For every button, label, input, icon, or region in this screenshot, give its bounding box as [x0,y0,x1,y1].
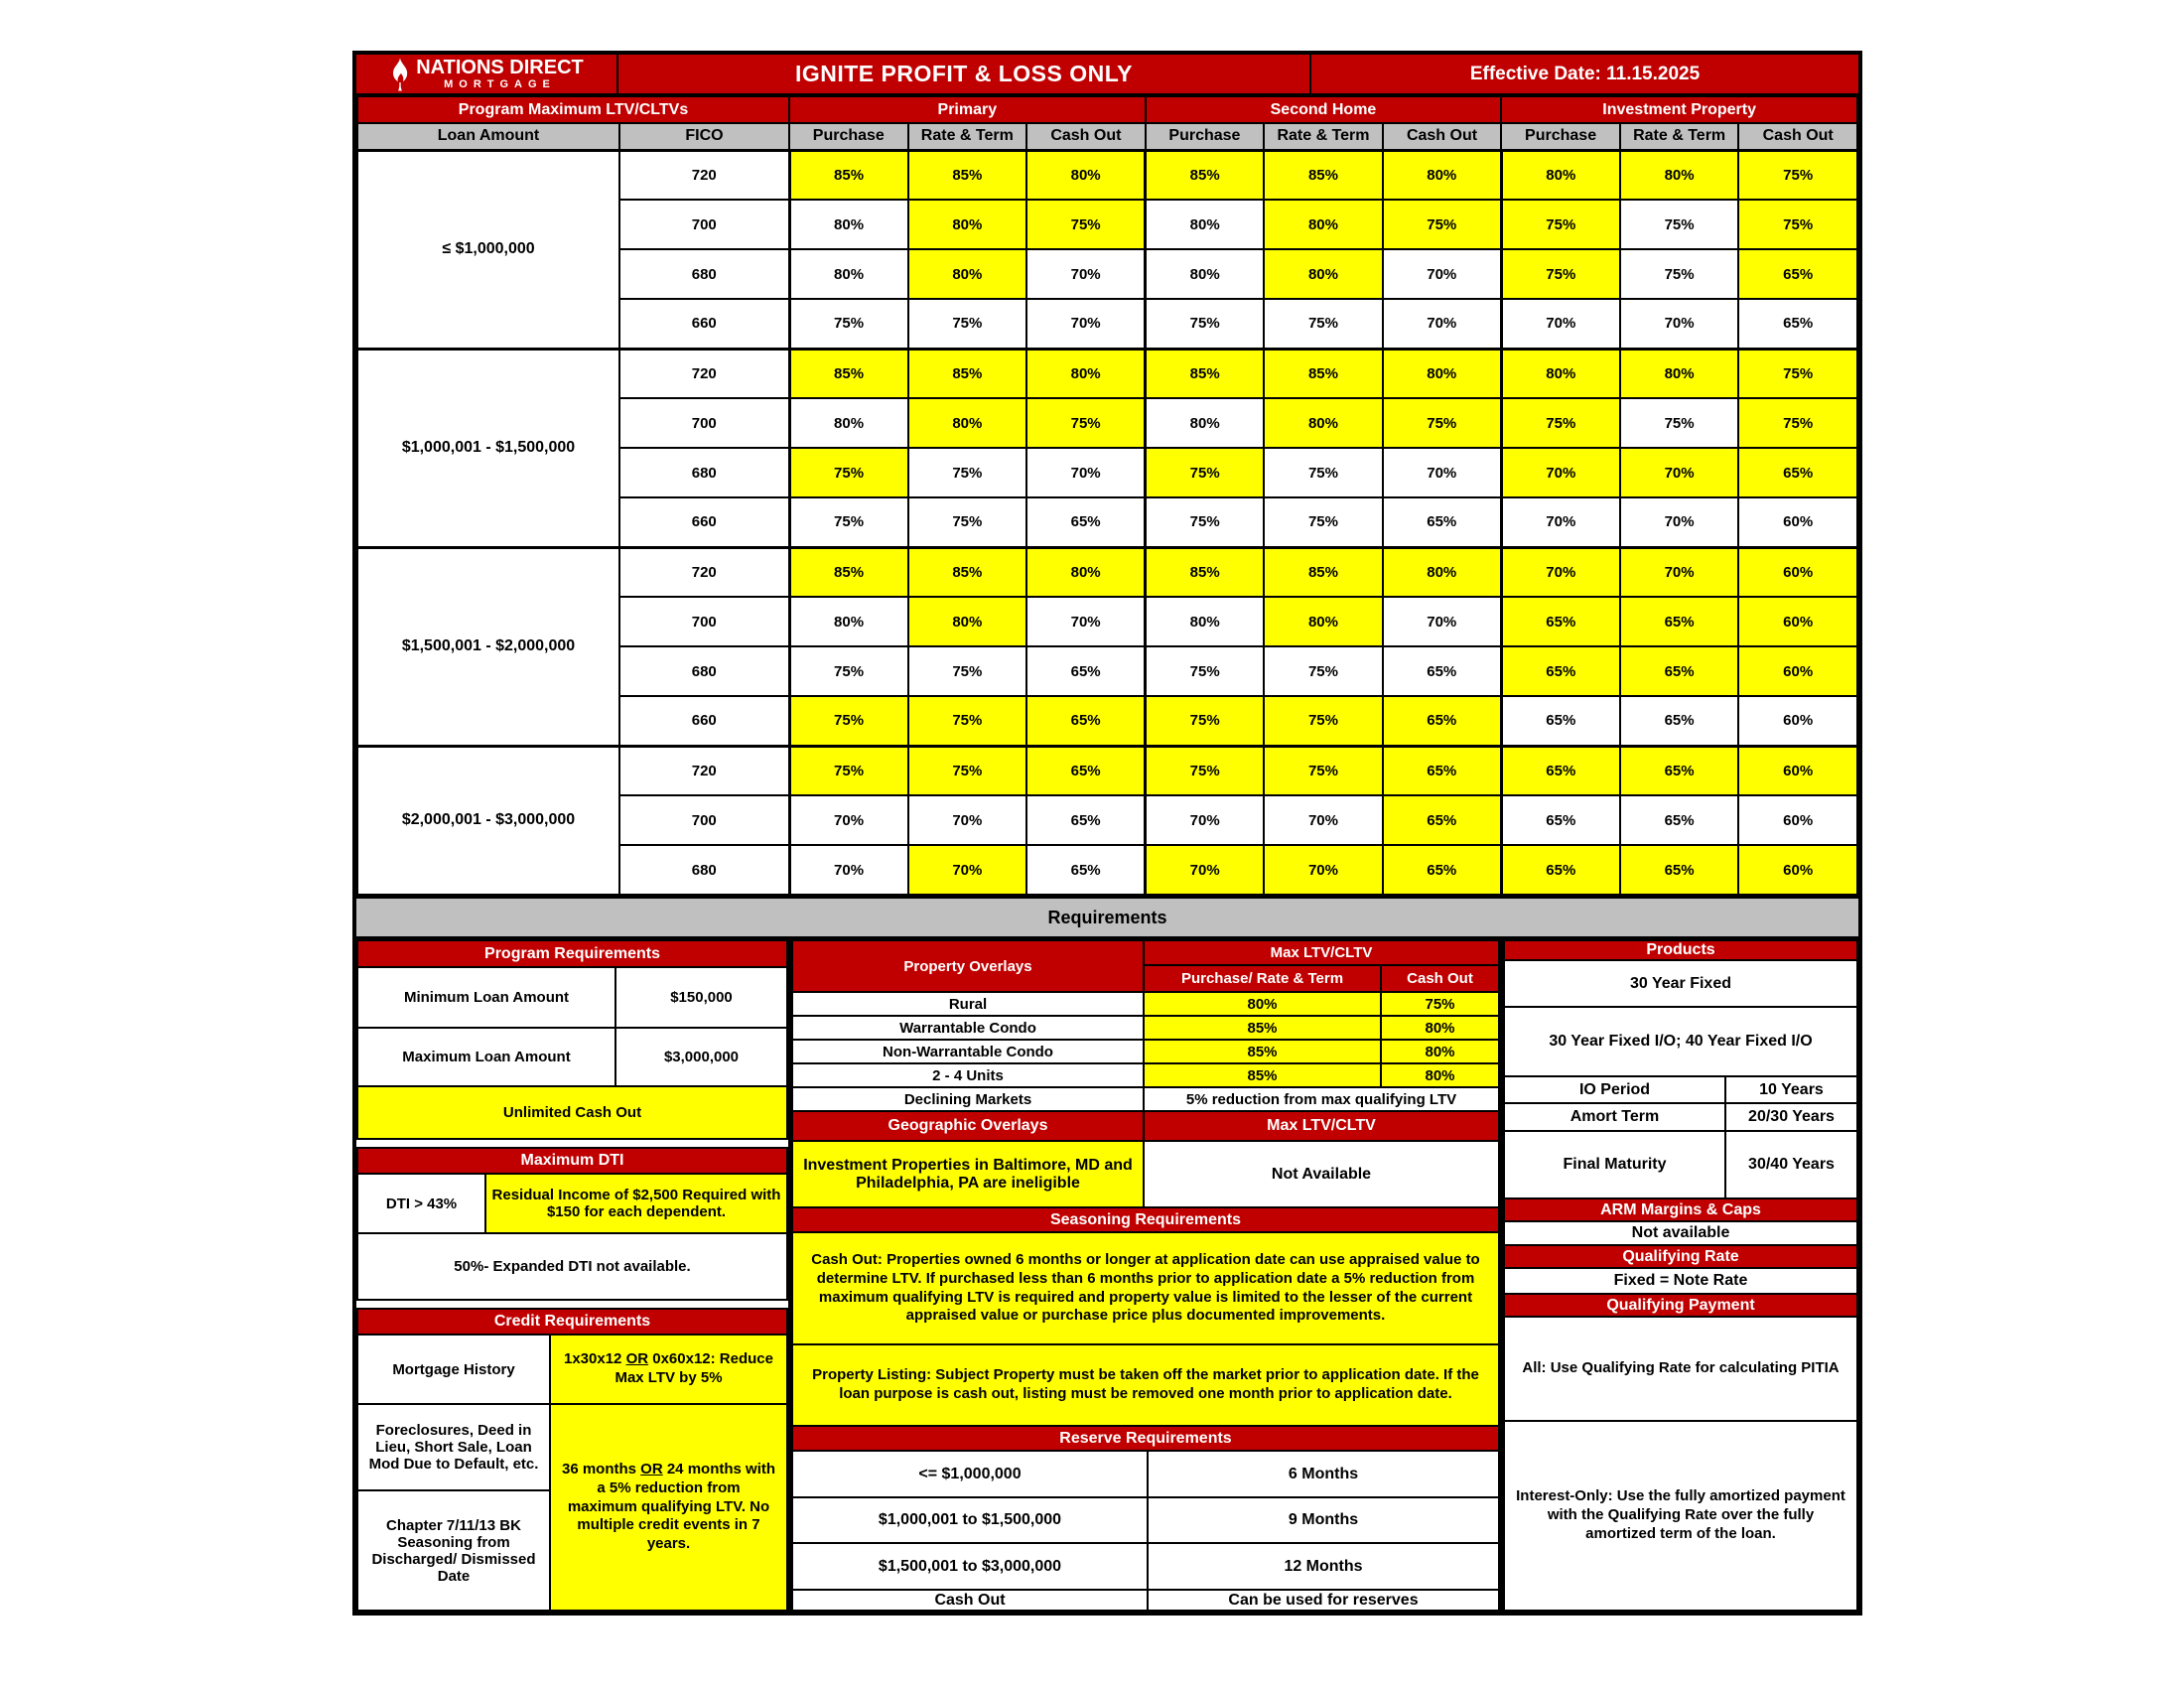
nations-direct-logo [356,55,618,95]
right-requirements-column [1503,939,1858,1612]
ltv-cell: 80% [1146,200,1265,249]
ltv-cell: 75% [908,696,1027,746]
program-requirements-panel [356,939,788,1140]
ltv-cell: 80% [1501,150,1620,200]
fico-cell: 660 [619,696,789,746]
ltv-cell: 70% [1383,448,1502,497]
ltv-cell: 75% [1264,448,1383,497]
ltv-cell: 75% [1620,200,1739,249]
ltv-cell: 75% [1146,746,1265,795]
ltv-cell: 75% [1383,398,1502,448]
products-panel [1503,939,1858,1199]
ltv-cell: 75% [1146,696,1265,746]
reserve-row [791,1591,1500,1612]
property-overlays-panel [791,939,1500,1112]
loan-amount-cell: $1,500,001 - $2,000,000 [357,547,619,746]
ltv-cell: 65% [1026,696,1146,746]
ltv-cell: 85% [789,349,908,398]
col-header-cash-out: Cash Out [1383,123,1502,150]
logo-line1: NATIONS DIRECT [416,57,584,78]
credit-event-seasoning-value: 36 months OR 24 months with a 5% reduction from maximum qualifying LTV. No multiple credit events in 7 years. [551,1405,788,1612]
ltv-cell: 65% [1620,696,1739,746]
ltv-cell: 70% [1026,597,1146,646]
seasoning-requirements-panel [791,1208,1500,1427]
logo-line2: MORTGAGE [444,78,556,90]
ltv-cell: 70% [1026,249,1146,299]
ltv-cell: 65% [1501,746,1620,795]
mortgage-history-label: Mortgage History [356,1336,551,1405]
ltv-cell: 80% [1026,547,1146,597]
overlay-label: 2 - 4 Units [791,1064,1145,1088]
ltv-cell: 70% [789,795,908,845]
mortgage-history-value: 1x30x12 OR 0x60x12: Reduce Max LTV by 5% [551,1336,788,1405]
ltv-cell: 80% [908,249,1027,299]
ltv-cell: 75% [908,448,1027,497]
min-loan-amount-label: Minimum Loan Amount [356,968,616,1029]
ltv-cell: 80% [1383,349,1502,398]
ltv-cell: 75% [1383,200,1502,249]
ltv-cell: 70% [1501,497,1620,547]
ltv-cell: 70% [908,795,1027,845]
min-loan-amount-value: $150,000 [616,968,788,1029]
requirements-section [356,939,1858,1612]
ltv-cell: 65% [1501,597,1620,646]
ltv-cell: 65% [1738,299,1857,349]
reserve-tier-label: $1,000,001 to $1,500,000 [791,1498,1149,1544]
ltv-cell: 65% [1026,845,1146,895]
fico-cell: 700 [619,795,789,845]
overlay-label: Warrantable Condo [791,1017,1145,1041]
geographic-overlays-header: Geographic Overlays [791,1112,1145,1142]
col-header-rate-term: Rate & Term [908,123,1027,150]
ltv-cell: 60% [1738,845,1857,895]
fico-cell: 720 [619,150,789,200]
ltv-cell: 60% [1738,746,1857,795]
ltv-cell: 70% [1620,547,1739,597]
ltv-cell: 65% [1501,795,1620,845]
ltv-cell: 75% [908,746,1027,795]
ltv-cell: 70% [1620,448,1739,497]
overlay-row-rural [791,993,1500,1017]
ltv-cell: 75% [1501,200,1620,249]
overlay-purchase-value: 85% [1145,1041,1382,1064]
ltv-cell: 85% [908,150,1027,200]
ltv-cell: 75% [908,497,1027,547]
ltv-cell: 75% [1026,398,1146,448]
geographic-ineligible-note: Investment Properties in Baltimore, MD and Philadelphia, PA are ineligible [791,1142,1145,1208]
ltv-cell: 75% [1264,646,1383,696]
fico-cell: 680 [619,249,789,299]
ltv-cell: 80% [908,200,1027,249]
foreclosure-label: Foreclosures, Deed in Lieu, Short Sale, Loan Mod Due to Default, etc. [356,1405,551,1491]
ltv-cell: 75% [1501,398,1620,448]
ltv-cell: 70% [789,845,908,895]
ltv-cell: 85% [1264,349,1383,398]
ltv-cell: 80% [1383,150,1502,200]
ltv-cell: 85% [789,150,908,200]
ltv-cell: 75% [1620,249,1739,299]
effective-date: Effective Date: 11.15.2025 [1311,55,1858,95]
io-period-row [1503,1077,1858,1104]
ltv-cell: 70% [1383,299,1502,349]
ltv-cell: 70% [1501,299,1620,349]
ltv-cell: 65% [1620,597,1739,646]
ltv-cell: 65% [1026,646,1146,696]
fico-column-header: FICO [619,123,789,150]
ltv-cell: 60% [1738,497,1857,547]
overlay-purchase-value: 80% [1145,993,1382,1017]
products-header: Products [1503,939,1858,961]
ltv-cell: 75% [1738,349,1857,398]
io-period-label: IO Period [1503,1077,1726,1104]
arm-margins-panel [1503,1199,1858,1246]
ltv-cell: 80% [1620,150,1739,200]
ltv-cell: 65% [1383,795,1502,845]
ltv-cell: 70% [1620,497,1739,547]
reserve-tier-value: 6 Months [1149,1452,1500,1498]
ltv-cell: 80% [1146,249,1265,299]
fico-cell: 700 [619,398,789,448]
reserve-cash-out-label: Cash Out [791,1591,1149,1612]
ltv-cell: 80% [1264,597,1383,646]
fico-cell: 720 [619,547,789,597]
overlay-purchase-value: 85% [1145,1017,1382,1041]
ltv-cell: 60% [1738,696,1857,746]
fico-cell: 660 [619,497,789,547]
unlimited-cash-out-note: Unlimited Cash Out [356,1087,788,1140]
overlay-row-declining-markets [791,1088,1500,1112]
ltv-cell: 70% [1620,299,1739,349]
ltv-cell: 60% [1738,795,1857,845]
ltv-cell: 85% [1264,547,1383,597]
spacer [356,1140,788,1147]
ltv-cell: 65% [1738,448,1857,497]
col-header-purchase: Purchase [1146,123,1265,150]
ltv-cell: 60% [1738,646,1857,696]
ltv-cell: 75% [1620,398,1739,448]
ltv-cell: 70% [1501,547,1620,597]
ltv-cell: 70% [908,845,1027,895]
residual-income-note: Residual Income of $2,500 Required with $150 for each dependent. [486,1175,788,1234]
ltv-cell: 65% [1620,795,1739,845]
ltv-cell: 75% [1146,497,1265,547]
loan-amount-cell: $1,000,001 - $1,500,000 [357,349,619,547]
ltv-cell: 75% [1146,448,1265,497]
seasoning-property-listing-note: Property Listing: Subject Property must be taken off the market prior to application date. If the loan purpose is cash out, listing must be removed one month prior to application date. [791,1345,1500,1427]
ltv-cell: 80% [789,398,908,448]
property-overlays-header: Property Overlays [791,939,1145,993]
overlay-cash-out-value: 80% [1382,1017,1500,1041]
fico-cell: 680 [619,845,789,895]
credit-requirements-header: Credit Requirements [356,1308,788,1336]
final-maturity-value: 30/40 Years [1726,1132,1858,1199]
overlay-cash-out-value: 80% [1382,1041,1500,1064]
ltv-cell: 65% [1738,249,1857,299]
col-header-rate-term: Rate & Term [1620,123,1739,150]
requirements-band: Requirements [356,896,1858,939]
ltv-cell: 75% [908,299,1027,349]
geo-max-ltv-header: Max LTV/CLTV [1145,1112,1500,1142]
reserve-row [791,1452,1500,1498]
flame-icon [389,58,411,91]
ltv-matrix-row [357,547,1857,597]
ltv-matrix-row [357,150,1857,200]
credit-requirements-panel [356,1308,788,1612]
overlay-purchase-value: 85% [1145,1064,1382,1088]
group-header-primary: Primary [789,96,1146,123]
program-requirements-header: Program Requirements [356,939,788,968]
ltv-cell: 75% [789,646,908,696]
reserve-row [791,1498,1500,1544]
seasoning-requirements-header: Seasoning Requirements [791,1208,1500,1233]
declining-markets-value: 5% reduction from max qualifying LTV [1145,1088,1500,1112]
ltv-cell: 75% [1146,646,1265,696]
ltv-cell: 80% [1146,398,1265,448]
ltv-matrix-table [356,95,1858,896]
ltv-cell: 80% [1501,349,1620,398]
expanded-dti-note: 50%- Expanded DTI not available. [356,1234,788,1301]
ltv-cell: 60% [1738,597,1857,646]
reserve-requirements-header: Reserve Requirements [791,1427,1500,1452]
ltv-matrix-row [357,746,1857,795]
reserve-cash-out-value: Can be used for reserves [1149,1591,1500,1612]
product-30-year-fixed: 30 Year Fixed [1503,961,1858,1008]
overlay-row-2-4-units [791,1064,1500,1088]
col-header-cash-out: Cash Out [1738,123,1857,150]
amort-term-row [1503,1104,1858,1132]
qualifying-rate-value: Fixed = Note Rate [1503,1269,1858,1295]
ltv-cell: 80% [1264,249,1383,299]
ltv-cell: 85% [1146,349,1265,398]
ltv-cell: 65% [1501,845,1620,895]
fico-cell: 720 [619,349,789,398]
ltv-cell: 80% [908,597,1027,646]
ltv-cell: 65% [1501,696,1620,746]
ltv-cell: 65% [1383,696,1502,746]
qualifying-payment-header: Qualifying Payment [1503,1295,1858,1318]
ltv-matrix-row [357,349,1857,398]
arm-margins-header: ARM Margins & Caps [1503,1199,1858,1222]
ltv-cell: 70% [1383,249,1502,299]
spacer [356,1301,788,1308]
ltv-cell: 85% [908,547,1027,597]
ltv-cell: 70% [1501,448,1620,497]
col-header-purchase: Purchase [1501,123,1620,150]
ltv-cell: 65% [1620,845,1739,895]
ltv-cell: 65% [1383,646,1502,696]
ltv-cell: 75% [1738,200,1857,249]
ltv-cell: 85% [1146,547,1265,597]
qualifying-rate-header: Qualifying Rate [1503,1246,1858,1269]
fico-cell: 680 [619,448,789,497]
fico-cell: 680 [619,646,789,696]
reserve-row [791,1544,1500,1591]
ltv-cell: 70% [1146,845,1265,895]
ltv-cell: 75% [1264,497,1383,547]
ltv-cell: 80% [1620,349,1739,398]
overlay-label: Rural [791,993,1145,1017]
overlay-row-warrantable-condo [791,1017,1500,1041]
ltv-cell: 75% [908,646,1027,696]
col-header-cash-out: Cash Out [1026,123,1146,150]
ltv-cell: 65% [1383,746,1502,795]
ltv-cell: 65% [1501,646,1620,696]
overlay-col-purchase-rate-term: Purchase/ Rate & Term [1145,966,1382,993]
ltv-cell: 65% [1026,497,1146,547]
program-max-ltv-header: Program Maximum LTV/CLTVs [357,96,789,123]
reserve-tier-label: $1,500,001 to $3,000,000 [791,1544,1149,1591]
ltv-cell: 80% [789,200,908,249]
fico-cell: 700 [619,597,789,646]
ltv-cell: 75% [789,448,908,497]
ltv-cell: 70% [1026,448,1146,497]
fico-cell: 720 [619,746,789,795]
matrix-group-header-row [357,96,1857,123]
geographic-value: Not Available [1145,1142,1500,1208]
amort-term-value: 20/30 Years [1726,1104,1858,1132]
io-period-value: 10 Years [1726,1077,1858,1104]
ltv-cell: 85% [1264,150,1383,200]
ltv-cell: 75% [789,497,908,547]
middle-requirements-column [788,939,1503,1612]
qualifying-payment-io-note: Interest-Only: Use the fully amortized payment with the Qualifying Rate over the fully amortized term of the loan. [1503,1422,1858,1612]
max-ltv-cltv-header: Max LTV/CLTV [1145,939,1500,966]
ltv-cell: 80% [1146,597,1265,646]
loan-amount-cell: $2,000,001 - $3,000,000 [357,746,619,895]
overlay-cash-out-value: 80% [1382,1064,1500,1088]
ltv-cell: 65% [1383,845,1502,895]
dti-threshold: DTI > 43% [356,1175,486,1234]
loan-amount-column-header: Loan Amount [357,123,619,150]
fico-cell: 660 [619,299,789,349]
ltv-cell: 65% [1383,497,1502,547]
final-maturity-row [1503,1132,1858,1199]
ltv-cell: 75% [1146,299,1265,349]
sheet-title: IGNITE PROFIT & LOSS ONLY [618,55,1311,95]
product-io: 30 Year Fixed I/O; 40 Year Fixed I/O [1503,1008,1858,1077]
overlay-cash-out-value: 75% [1382,993,1500,1017]
qualifying-rate-panel [1503,1246,1858,1295]
col-header-rate-term: Rate & Term [1264,123,1383,150]
ltv-cell: 80% [1026,150,1146,200]
ltv-cell: 75% [1264,696,1383,746]
left-requirements-column [356,939,788,1612]
ltv-cell: 70% [1026,299,1146,349]
logo-text [416,58,584,90]
maximum-dti-panel [356,1147,788,1301]
ltv-cell: 80% [789,249,908,299]
max-loan-amount-value: $3,000,000 [616,1029,788,1087]
qualifying-payment-all-note: All: Use Qualifying Rate for calculating PITIA [1503,1318,1858,1422]
reserve-tier-value: 12 Months [1149,1544,1500,1591]
ltv-cell: 60% [1738,547,1857,597]
amort-term-label: Amort Term [1503,1104,1726,1132]
ltv-cell: 75% [1026,200,1146,249]
rate-sheet [352,51,1862,1616]
sheet-header [356,55,1858,95]
ltv-cell: 80% [1026,349,1146,398]
ltv-cell: 70% [1383,597,1502,646]
ltv-cell: 75% [1738,398,1857,448]
ltv-cell: 75% [1501,249,1620,299]
overlay-row-non-warrantable-condo [791,1041,1500,1064]
arm-margins-value: Not available [1503,1222,1858,1246]
ltv-cell: 80% [789,597,908,646]
maximum-dti-header: Maximum DTI [356,1147,788,1175]
declining-markets-label: Declining Markets [791,1088,1145,1112]
ltv-cell: 85% [1146,150,1265,200]
ltv-cell: 75% [789,696,908,746]
ltv-cell: 70% [1264,795,1383,845]
ltv-cell: 75% [789,299,908,349]
ltv-cell: 75% [789,746,908,795]
ltv-cell: 80% [908,398,1027,448]
reserve-tier-value: 9 Months [1149,1498,1500,1544]
overlay-label: Non-Warrantable Condo [791,1041,1145,1064]
ltv-cell: 65% [1620,746,1739,795]
qualifying-payment-panel [1503,1295,1858,1612]
seasoning-cash-out-note: Cash Out: Properties owned 6 months or longer at application date can use appraised value to determine LTV. If purchased less than 6 months prior to application date a 5% reduction from maximum qualifying LTV is required and property value is limited to the lesser of the current appraised value or purchase price plus documented improvements. [791,1233,1500,1345]
ltv-cell: 75% [1264,746,1383,795]
col-header-purchase: Purchase [789,123,908,150]
ltv-cell: 70% [1264,845,1383,895]
matrix-column-header-row [357,123,1857,150]
ltv-cell: 80% [1264,398,1383,448]
reserve-tier-label: <= $1,000,000 [791,1452,1149,1498]
ltv-cell: 80% [1264,200,1383,249]
ltv-cell: 75% [1264,299,1383,349]
loan-amount-cell: ≤ $1,000,000 [357,150,619,349]
ltv-cell: 65% [1026,795,1146,845]
reserve-requirements-panel [791,1427,1500,1612]
geographic-overlays-panel [791,1112,1500,1208]
ltv-cell: 65% [1620,646,1739,696]
bk-seasoning-label: Chapter 7/11/13 BK Seasoning from Discharged/ Dismissed Date [356,1491,551,1612]
ltv-cell: 65% [1026,746,1146,795]
ltv-cell: 75% [1738,150,1857,200]
max-loan-amount-label: Maximum Loan Amount [356,1029,616,1087]
ltv-cell: 85% [908,349,1027,398]
ltv-cell: 80% [1383,547,1502,597]
ltv-cell: 70% [1146,795,1265,845]
final-maturity-label: Final Maturity [1503,1132,1726,1199]
group-header-second-home: Second Home [1146,96,1502,123]
ltv-cell: 85% [789,547,908,597]
group-header-investment: Investment Property [1501,96,1857,123]
fico-cell: 700 [619,200,789,249]
overlay-col-cash-out: Cash Out [1382,966,1500,993]
